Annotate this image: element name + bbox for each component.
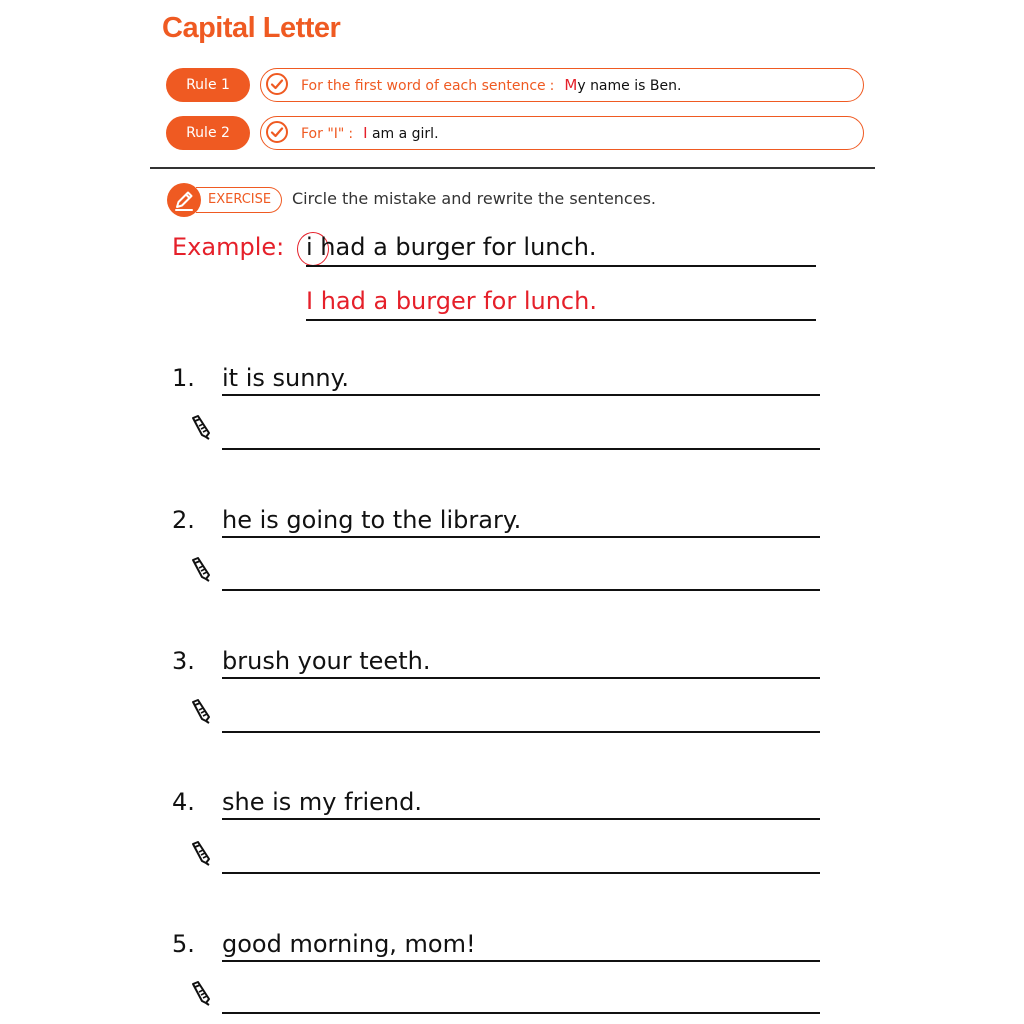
pencil-icon bbox=[190, 980, 212, 1006]
answer-line-2[interactable] bbox=[222, 589, 820, 591]
question-4-sentence: she is my friend. bbox=[222, 788, 820, 820]
rule-row-1 bbox=[166, 68, 866, 104]
check-circle-icon bbox=[265, 72, 289, 96]
rule-2-example: am a girl. bbox=[367, 126, 439, 142]
check-circle-icon bbox=[265, 120, 289, 144]
question-3-number: 3. bbox=[172, 647, 195, 675]
rule-row-2 bbox=[166, 116, 866, 152]
rule-2-text bbox=[301, 117, 439, 150]
question-2-number: 2. bbox=[172, 506, 195, 534]
rule-1-label: For the first word of each sentence bbox=[301, 78, 546, 94]
answer-line-1[interactable] bbox=[222, 448, 820, 450]
rule-1-text bbox=[301, 69, 681, 102]
rule-1-box bbox=[260, 68, 864, 102]
rule-2-pill: Rule 2 bbox=[166, 116, 250, 150]
rule-1-pill: Rule 1 bbox=[166, 68, 250, 102]
question-5-sentence: good morning, mom! bbox=[222, 930, 820, 962]
pencil-icon bbox=[190, 414, 212, 440]
question-2-sentence: he is going to the library. bbox=[222, 506, 820, 538]
question-5-number: 5. bbox=[172, 930, 195, 958]
answer-line-5[interactable] bbox=[222, 1012, 820, 1014]
exercise-instruction: Circle the mistake and rewrite the sentences. bbox=[292, 189, 656, 208]
answer-line-3[interactable] bbox=[222, 731, 820, 733]
answer-line-4[interactable] bbox=[222, 872, 820, 874]
question-4-number: 4. bbox=[172, 788, 195, 816]
page-title: Capital Letter bbox=[162, 12, 341, 44]
question-1-sentence: it is sunny. bbox=[222, 364, 820, 396]
rule-1-example: y name is Ben. bbox=[577, 78, 682, 94]
exercise-tag: EXERCISE bbox=[196, 187, 282, 213]
pencil-icon bbox=[190, 698, 212, 724]
question-1-number: 1. bbox=[172, 364, 195, 392]
example-wrong-sentence: i had a burger for lunch. bbox=[306, 233, 816, 267]
example-label: Example: bbox=[172, 233, 285, 261]
section-divider bbox=[150, 167, 875, 169]
rule-1-colon: : bbox=[549, 78, 555, 94]
pencil-icon bbox=[190, 840, 212, 866]
rule-1-example-capital: M bbox=[564, 76, 578, 94]
rule-2-label: For "I" bbox=[301, 126, 345, 142]
example-correct-sentence: I had a burger for lunch. bbox=[306, 287, 816, 321]
rule-2-box bbox=[260, 116, 864, 150]
rule-2-colon: : bbox=[348, 126, 354, 142]
question-3-sentence: brush your teeth. bbox=[222, 647, 820, 679]
pencil-icon bbox=[190, 556, 212, 582]
rule-2-example-capital: I bbox=[363, 124, 368, 142]
